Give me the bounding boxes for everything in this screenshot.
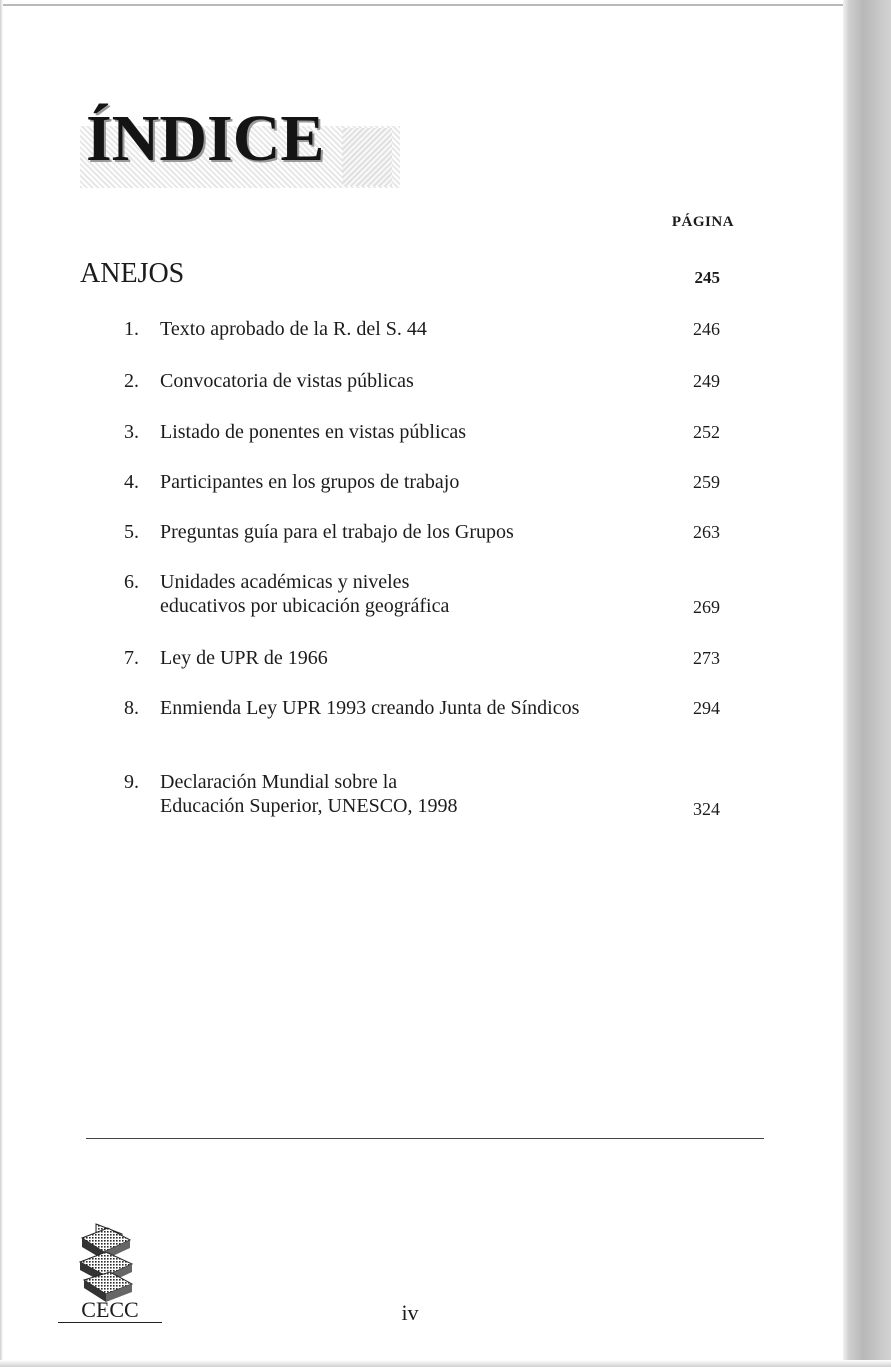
title-ghost-letter [342,128,392,186]
entry-number: 5. [124,521,139,543]
logo-label: CECC [58,1298,162,1323]
page-title: ÍNDICE [86,102,325,175]
entry-title: Preguntas guía para el trabajo de los Grupos [160,521,514,543]
page-column-header: PÁGINA [671,214,734,230]
page-bottom-edge [0,1360,891,1367]
entry-number: 3. [124,421,139,443]
entry-page-number: 246 [693,319,720,339]
footer-divider [86,1138,764,1139]
entry-number: 6. [124,571,139,593]
entry-page-number: 252 [693,422,720,442]
entry-number: 8. [124,697,139,719]
page-binding-shadow [843,0,891,1367]
entry-title: Texto aprobado de la R. del S. 44 [160,318,427,340]
entry-page-number: 273 [693,648,720,668]
entry-title: Ley de UPR de 1966 [160,647,328,669]
section-title: ANEJOS [80,258,185,289]
entry-title: Participantes en los grupos de trabajo [160,471,460,493]
entry-number: 7. [124,647,139,669]
entry-number: 1. [124,318,139,340]
page-left-edge [0,0,3,1367]
entry-page-number: 249 [693,371,720,391]
entry-page-number: 259 [693,472,720,492]
section-row [80,258,720,292]
entry-title: Unidades académicas y niveles educativos por ubicación geográfica [160,571,450,617]
entry-title: Declaración Mundial sobre la Educación Superior, UNESCO, 1998 [160,771,458,817]
entry-number: 2. [124,370,139,392]
entry-number: 4. [124,471,139,493]
page-number: iv [401,1300,419,1325]
entry-title: Convocatoria de vistas públicas [160,370,414,392]
page-top-edge [0,4,845,6]
book-stack-logo-icon [74,1222,138,1304]
section-page-number: 245 [694,268,720,287]
entry-title: Enmienda Ley UPR 1993 creando Junta de Síndicos [160,697,580,719]
index-title-block [80,100,400,192]
entry-page-number: 294 [693,698,720,718]
entry-title: Listado de ponentes en vistas públicas [160,421,467,443]
entry-page-number: 263 [693,522,720,542]
entry-page-number: 269 [693,597,720,617]
entry-number: 9. [124,771,139,793]
entry-page-number: 324 [693,799,720,819]
